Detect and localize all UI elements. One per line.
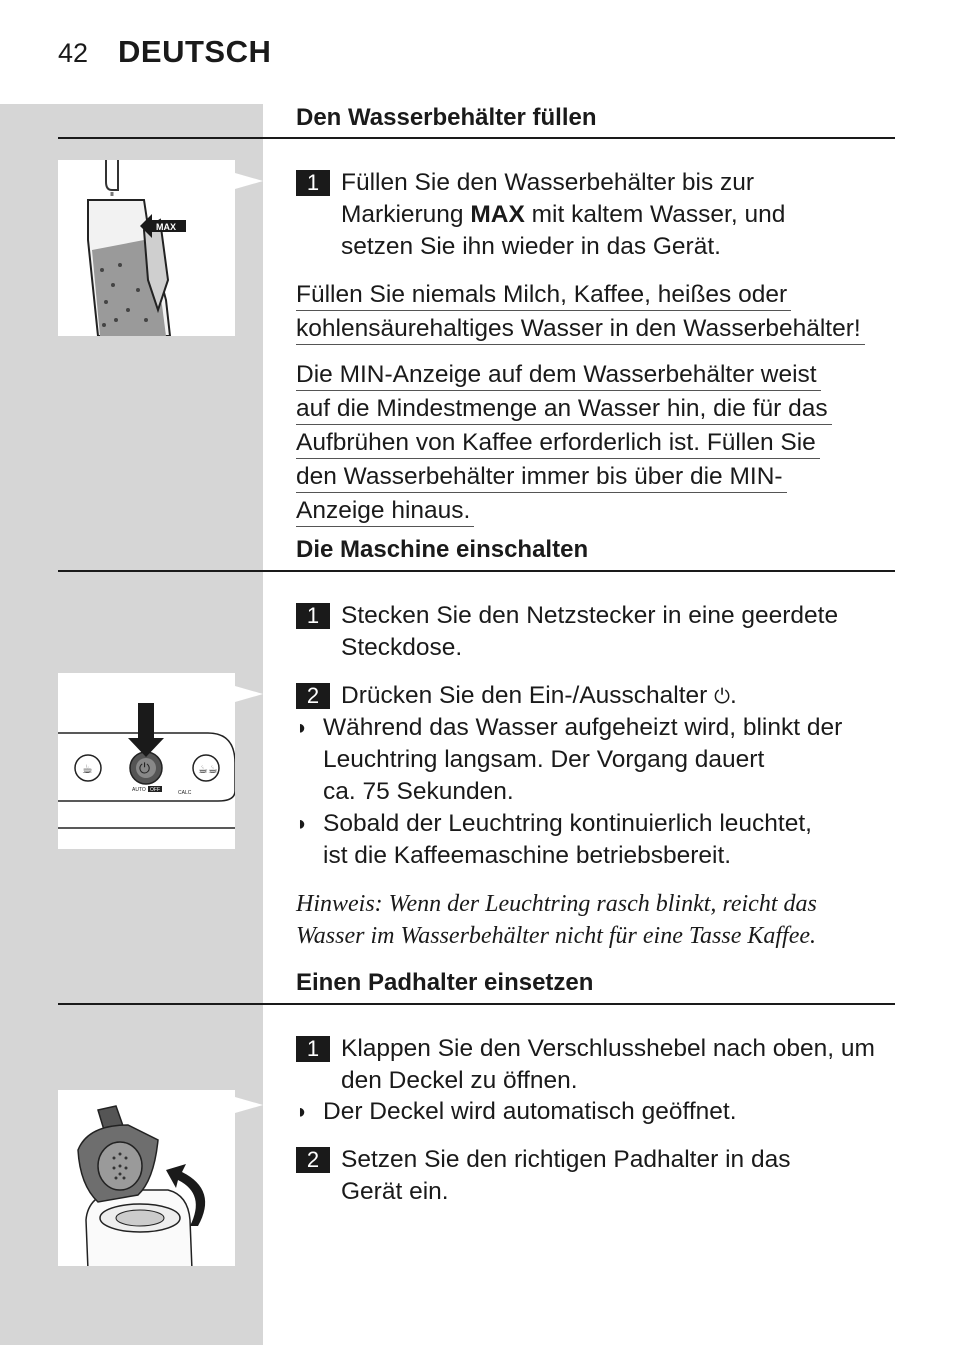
step-line: den Deckel zu öffnen. <box>341 1067 578 1094</box>
step-line: Gerät ein. <box>341 1178 449 1205</box>
power-button-illustration <box>58 673 235 849</box>
lid-opening-illustration <box>58 1090 235 1266</box>
svg-text:☕☕: ☕☕ <box>198 763 218 776</box>
warning-line: Anzeige hinaus. <box>296 496 474 527</box>
callout-pointer <box>235 173 263 189</box>
step-1-fill-tank <box>296 167 785 263</box>
step-line: setzen Sie ihn wieder in das Gerät. <box>341 233 721 260</box>
page-number: 42 <box>58 38 89 68</box>
section-rule <box>58 137 895 139</box>
bullet-text <box>323 808 812 872</box>
step-line: Füllen Sie den Wasserbehälter bis zur <box>341 169 755 196</box>
step-number-badge: 2 <box>296 1147 330 1173</box>
svg-text:CALC: CALC <box>178 790 192 796</box>
warning-line: auf die Mindestmenge an Wasser hin, die für das <box>296 394 832 425</box>
step-text <box>341 1033 875 1097</box>
step-line: Stecken Sie den Netzstecker in eine geerdete <box>341 602 839 629</box>
step-text <box>341 600 838 664</box>
bullet-line: Sobald der Leuchtring kontinuierlich leuchtet, <box>323 810 812 837</box>
bullet-line: ca. 75 Sekunden. <box>323 778 514 805</box>
note-line: Wasser im Wasserbehälter nicht für eine Tasse Kaffee. <box>296 923 816 949</box>
step-text <box>341 1144 790 1208</box>
step-line: Klappen Sie den Verschlusshebel nach oben, um <box>341 1035 875 1062</box>
step-number-badge: 1 <box>296 170 330 196</box>
bullet-line: Der Deckel wird automatisch geöffnet. <box>323 1098 737 1125</box>
water-tank-illustration <box>58 160 235 336</box>
svg-text:OFF: OFF <box>150 787 160 793</box>
warning-line: Aufbrühen von Kaffee erforderlich ist. Füllen Sie <box>296 428 820 459</box>
svg-text:AUTO: AUTO <box>132 787 146 793</box>
step-line: Markierung MAX mit kaltem Wasser, und <box>341 201 786 228</box>
bullet-heating <box>296 712 842 808</box>
section-rule <box>58 570 895 572</box>
step-text: Drücken Sie den Ein-/Ausschalter ⏻. <box>341 682 737 709</box>
section-title-insert-pod-holder: Einen Padhalter einsetzen <box>296 969 594 996</box>
section-rule <box>58 1003 895 1005</box>
step-1-plug-in <box>296 600 838 664</box>
section-title-fill-water-tank: Den Wasserbehälter füllen <box>296 104 597 131</box>
svg-text:☕: ☕ <box>82 762 93 776</box>
bullet-text <box>323 712 842 808</box>
warning-line: Füllen Sie niemals Milch, Kaffee, heißes oder <box>296 280 791 311</box>
max-label: MAX <box>156 222 176 232</box>
note-line: Hinweis: Wenn der Leuchtring rasch blinkt, reicht das <box>296 891 817 917</box>
warning-line: Die MIN-Anzeige auf dem Wasserbehälter weist <box>296 360 821 391</box>
step-line: Drücken Sie den Ein-/Ausschalter <box>341 682 715 709</box>
bullet-text <box>323 1096 737 1128</box>
step-number-badge: 1 <box>296 1036 330 1062</box>
note-fast-blink <box>296 888 817 952</box>
section-title-switch-on: Die Maschine einschalten <box>296 536 589 563</box>
right-wedge-icon: ◗ <box>296 717 309 739</box>
warning-line: kohlensäurehaltiges Wasser in den Wasserbehälter! <box>296 314 865 345</box>
step-number-badge: 1 <box>296 603 330 629</box>
step-2-press-power <box>296 680 737 712</box>
right-wedge-icon: ◗ <box>296 1101 309 1123</box>
callout-pointer <box>235 686 263 702</box>
max-keyword: MAX <box>470 201 525 228</box>
bullet-lid-opens <box>296 1096 737 1128</box>
water-tank-drawing <box>58 160 235 336</box>
warning-no-milk <box>296 279 865 347</box>
step-line: Setzen Sie den richtigen Padhalter in das <box>341 1146 791 1173</box>
step-text <box>341 167 785 263</box>
warning-min-indicator <box>296 359 832 529</box>
bullet-line: ist die Kaffeemaschine betriebsbereit. <box>323 842 732 869</box>
step-number-badge: 2 <box>296 683 330 709</box>
language-heading: DEUTSCH <box>118 34 272 69</box>
bullet-ready <box>296 808 812 872</box>
power-icon: ⏻ <box>714 684 730 708</box>
step-2-insert-holder <box>296 1144 790 1208</box>
callout-pointer <box>235 1097 263 1113</box>
bullet-line: Leuchtring langsam. Der Vorgang dauert <box>323 746 765 773</box>
warning-line: den Wasserbehälter immer bis über die MIN- <box>296 462 787 493</box>
control-panel-drawing <box>58 673 235 849</box>
bullet-line: Während das Wasser aufgeheizt wird, blinkt der <box>323 714 843 741</box>
lid-opening-drawing <box>58 1090 235 1266</box>
step-1-open-lid <box>296 1033 875 1097</box>
step-line: Steckdose. <box>341 634 463 661</box>
svg-text:⏻: ⏻ <box>139 761 151 777</box>
right-wedge-icon: ◗ <box>296 813 309 835</box>
